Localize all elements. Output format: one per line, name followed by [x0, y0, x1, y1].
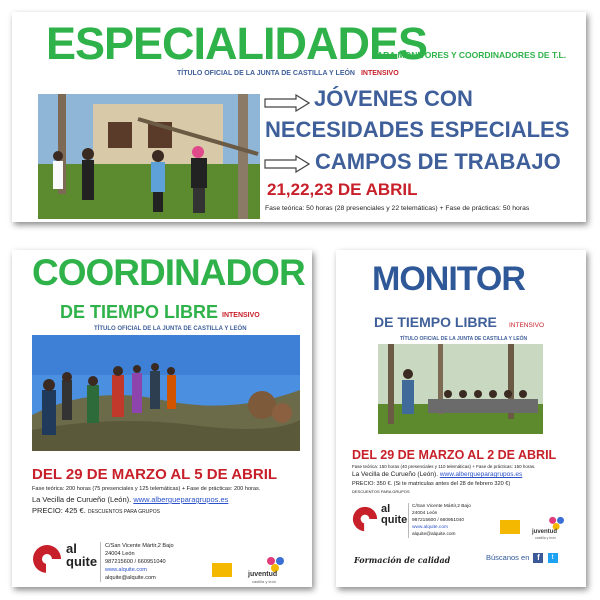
email-text[interactable]: alquite@alquite.com — [105, 575, 156, 581]
sponsor-logo-icon — [500, 520, 520, 534]
hiking-photo — [32, 335, 300, 451]
slogan-text: Formación de calidad — [354, 555, 451, 565]
monitor-poster — [336, 250, 586, 587]
arrow-right-icon — [264, 155, 310, 173]
poster-subtitle: DE TIEMPO LIBRE — [60, 302, 219, 322]
poster-title: MONITOR — [372, 260, 525, 298]
brand-text-top: al — [66, 541, 77, 556]
course-price: PRECIO: 350 €. (Si te matriculas antes del 28 de febrero 320 €) — [352, 481, 511, 487]
specialty-campos: CAMPOS DE TRABAJO — [315, 149, 561, 174]
address-text: C/San Vicente Mártir,2 Bajo — [105, 543, 174, 549]
group-photo — [378, 344, 543, 434]
sponsor-logo-icon — [212, 563, 232, 577]
brand-text-bottom: quite — [66, 554, 98, 569]
contact-block — [408, 503, 471, 538]
zip-text: 24004 León — [412, 511, 438, 516]
web-text[interactable]: www.alquite.com — [412, 525, 448, 530]
place-text: La Vecilla de Curueño (León). — [32, 495, 132, 504]
place-text: La Vecilla de Curueño (León). — [352, 471, 439, 478]
official-label: TÍTULO OFICIAL DE LA JUNTA DE CASTILLA Y LEÓN — [177, 70, 355, 77]
course-place — [32, 495, 228, 504]
intensive-badge: INTENSIVO — [222, 312, 260, 319]
course-phases: Fase teórica: 50 horas (28 presenciales y 22 telemáticas) + Fase de prácticas: 50 horas — [265, 205, 530, 212]
especialidades-poster — [12, 12, 586, 222]
poster-subtitle: DE TIEMPO LIBRE — [374, 314, 497, 330]
juventud-dots-icon — [548, 516, 566, 530]
poster-title: COORDINADOR — [32, 252, 305, 293]
brand-text-top: al — [381, 503, 391, 515]
zip-text: 24004 León — [105, 551, 135, 557]
course-price — [32, 506, 160, 515]
coordinador-poster — [12, 250, 312, 587]
course-phases: Fase teórica: 150 horas (40 presenciales y 110 telemáticas) + Fase de prácticas: 150 horas. — [352, 464, 536, 469]
price-text: PRECIO: 425 €. — [32, 506, 86, 515]
web-text[interactable]: www.alquite.com — [105, 567, 147, 573]
follow-text: Búscanos en — [486, 553, 530, 562]
email-text[interactable]: alquite@alquite.com — [412, 532, 456, 537]
official-label: TÍTULO OFICIAL DE LA JUNTA DE CASTILLA Y LEÓN — [94, 326, 247, 332]
discount-text: DESCUENTOS PARA GRUPOS — [87, 509, 160, 515]
intensive-badge: INTENSIVO — [360, 70, 399, 77]
phone-text: 987215600 / 660951040 — [105, 559, 166, 565]
arrow-right-icon — [264, 94, 310, 112]
twitter-icon[interactable]: t — [548, 553, 558, 563]
course-dates: 21,22,23 DE ABRIL — [267, 180, 418, 199]
juventud-logo — [532, 516, 578, 540]
poster-subtitle: PARA MONITORES Y COORDINADORES DE T.L. — [372, 50, 567, 60]
juventud-sub-text: castilla y león — [535, 536, 557, 540]
intensive-badge: INTENSIVO — [509, 322, 545, 329]
contact-block — [100, 542, 174, 582]
course-phases: Fase teórica: 200 horas (75 presenciales y 125 telemáticas) + Fase de prácticas: 200 horas. — [32, 486, 261, 492]
juventud-text: juventud — [248, 571, 278, 578]
alquite-logo-icon — [32, 544, 62, 574]
albergue-link[interactable]: www.albergueparagrupos.es — [439, 471, 523, 478]
specialty-jovenes: JÓVENES CON — [314, 86, 473, 111]
specialty-necesidades: NECESIDADES ESPECIALES — [265, 117, 570, 142]
social-links — [486, 553, 558, 563]
alquite-logo — [352, 504, 412, 534]
phone-text: 987215600 / 660951040 — [412, 518, 465, 523]
course-dates: DEL 29 DE MARZO AL 5 DE ABRIL — [32, 466, 278, 483]
brand-text-bottom: quite — [381, 514, 408, 526]
juventud-sub-text: castilla y león — [252, 579, 277, 584]
alquite-logo-icon — [352, 506, 378, 532]
official-title-text — [177, 70, 399, 77]
juventud-logo — [248, 556, 300, 584]
discount-text: DESCUENTOS PARA GRUPOS — [352, 489, 410, 494]
official-label: TÍTULO OFICIAL DE LA JUNTA DE CASTILLA Y LEÓN — [400, 336, 528, 342]
albergue-link[interactable]: www.albergueparagrupos.es — [133, 495, 229, 504]
activity-photo — [38, 94, 260, 219]
facebook-icon[interactable]: f — [533, 553, 543, 563]
address-text: C/San Vicente Mártir,2 Bajo — [412, 504, 471, 509]
course-dates: DEL 29 DE MARZO AL 2 DE ABRIL — [352, 448, 557, 462]
poster-title: ESPECIALIDADES — [46, 18, 428, 69]
course-place — [352, 471, 522, 478]
juventud-dots-icon — [266, 556, 286, 572]
juventud-text: juventud — [532, 529, 557, 535]
